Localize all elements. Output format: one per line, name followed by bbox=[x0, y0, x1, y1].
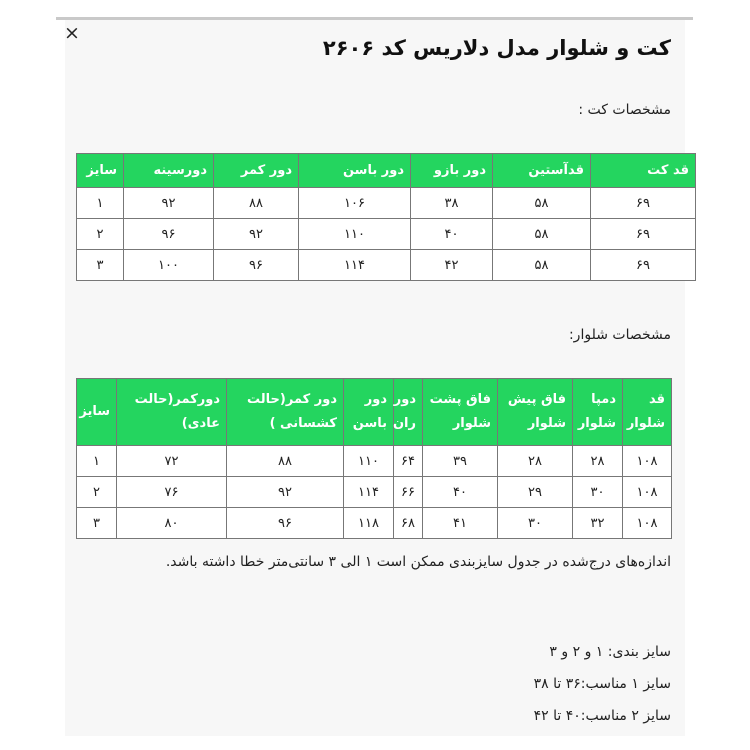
table-cell: ۳۸ bbox=[411, 188, 493, 219]
table-cell: ۷۶ bbox=[117, 477, 227, 508]
table-cell: ۳۰ bbox=[498, 508, 573, 539]
pants-header-cell: فاق پیش شلوار bbox=[498, 379, 573, 446]
pants-header-cell: دور ران bbox=[394, 379, 423, 446]
pants-header-cell: فاق پشت شلوار bbox=[423, 379, 498, 446]
table-cell: ۱۰۶ bbox=[299, 188, 411, 219]
table-cell: ۸۰ bbox=[117, 508, 227, 539]
table-cell: ۱۱۰ bbox=[299, 219, 411, 250]
pants-header-cell: قد شلوار bbox=[623, 379, 672, 446]
table-cell: ۷۲ bbox=[117, 446, 227, 477]
pants-header-cell: دورکمر(حالت عادی) bbox=[117, 379, 227, 446]
table-cell: ۳۹ bbox=[423, 446, 498, 477]
table-row bbox=[77, 188, 696, 219]
sizing-line: سایز ۱ مناسب:۳۶ تا ۳۸ bbox=[533, 676, 671, 692]
table-cell: ۹۲ bbox=[124, 188, 214, 219]
table-cell: ۲ bbox=[77, 219, 124, 250]
table-cell: ۶۴ bbox=[394, 446, 423, 477]
table-cell: ۸۸ bbox=[214, 188, 299, 219]
jacket-section-label: مشخصات کت : bbox=[578, 102, 671, 118]
pants-header-cell: دمپا شلوار bbox=[573, 379, 623, 446]
pants-header-cell: سایز bbox=[77, 379, 117, 446]
jacket-header-cell: سایز bbox=[77, 154, 124, 188]
table-cell: ۵۸ bbox=[493, 188, 591, 219]
pants-header-row bbox=[77, 379, 672, 446]
pants-section-label: مشخصات شلوار: bbox=[568, 327, 671, 343]
pants-size-table bbox=[76, 378, 672, 539]
table-cell: ۶۹ bbox=[591, 219, 696, 250]
table-cell: ۴۱ bbox=[423, 508, 498, 539]
table-cell: ۲۸ bbox=[498, 446, 573, 477]
table-row bbox=[77, 219, 696, 250]
table-cell: ۶۹ bbox=[591, 250, 696, 281]
table-row bbox=[77, 446, 672, 477]
table-row bbox=[77, 477, 672, 508]
table-cell: ۴۰ bbox=[411, 219, 493, 250]
table-cell: ۱۱۴ bbox=[299, 250, 411, 281]
table-cell: ۹۶ bbox=[124, 219, 214, 250]
table-cell: ۳۲ bbox=[573, 508, 623, 539]
table-cell: ۱۰۰ bbox=[124, 250, 214, 281]
table-cell: ۶۹ bbox=[591, 188, 696, 219]
sizing-line: سایز بندی: ۱ و ۲ و ۳ bbox=[549, 644, 671, 660]
table-cell: ۶۸ bbox=[394, 508, 423, 539]
table-cell: ۱۰۸ bbox=[623, 508, 672, 539]
table-cell: ۳ bbox=[77, 508, 117, 539]
table-cell: ۳ bbox=[77, 250, 124, 281]
page-title: کت و شلوار مدل دلاریس کد ۲۶۰۶ bbox=[322, 36, 671, 60]
table-cell: ۴۲ bbox=[411, 250, 493, 281]
sizing-line: سایز ۲ مناسب:۴۰ تا ۴۲ bbox=[533, 708, 671, 724]
size-tolerance-note: اندازه‌های درج‌شده در جدول سایزبندی ممکن است ۱ الی ۳ سانتی‌متر خطا داشته باشد. bbox=[165, 554, 671, 570]
table-cell: ۹۲ bbox=[214, 219, 299, 250]
close-button[interactable]: × bbox=[64, 22, 80, 44]
table-cell: ۲ bbox=[77, 477, 117, 508]
table-cell: ۱ bbox=[77, 446, 117, 477]
pants-header-cell: دور کمر(حالت کشسانی ) bbox=[227, 379, 344, 446]
pants-header-cell: دور باسن bbox=[344, 379, 394, 446]
table-cell: ۱۰۸ bbox=[623, 446, 672, 477]
table-cell: ۱ bbox=[77, 188, 124, 219]
table-row bbox=[77, 250, 696, 281]
table-cell: ۶۶ bbox=[394, 477, 423, 508]
jacket-header-cell: دور بازو bbox=[411, 154, 493, 188]
table-cell: ۱۱۸ bbox=[344, 508, 394, 539]
jacket-header-cell: دورسینه bbox=[124, 154, 214, 188]
jacket-header-cell: قد کت bbox=[591, 154, 696, 188]
table-cell: ۴۰ bbox=[423, 477, 498, 508]
jacket-header-row bbox=[77, 154, 696, 188]
table-cell: ۸۸ bbox=[227, 446, 344, 477]
table-cell: ۹۲ bbox=[227, 477, 344, 508]
jacket-size-table bbox=[76, 153, 696, 281]
table-cell: ۹۶ bbox=[214, 250, 299, 281]
table-cell: ۹۶ bbox=[227, 508, 344, 539]
jacket-header-cell: قدآستین bbox=[493, 154, 591, 188]
jacket-header-cell: دور باسن bbox=[299, 154, 411, 188]
jacket-header-cell: دور کمر bbox=[214, 154, 299, 188]
table-cell: ۲۹ bbox=[498, 477, 573, 508]
table-cell: ۱۰۸ bbox=[623, 477, 672, 508]
table-cell: ۱۱۰ bbox=[344, 446, 394, 477]
table-cell: ۲۸ bbox=[573, 446, 623, 477]
table-cell: ۵۸ bbox=[493, 219, 591, 250]
table-cell: ۳۰ bbox=[573, 477, 623, 508]
table-row bbox=[77, 508, 672, 539]
table-cell: ۵۸ bbox=[493, 250, 591, 281]
table-cell: ۱۱۴ bbox=[344, 477, 394, 508]
